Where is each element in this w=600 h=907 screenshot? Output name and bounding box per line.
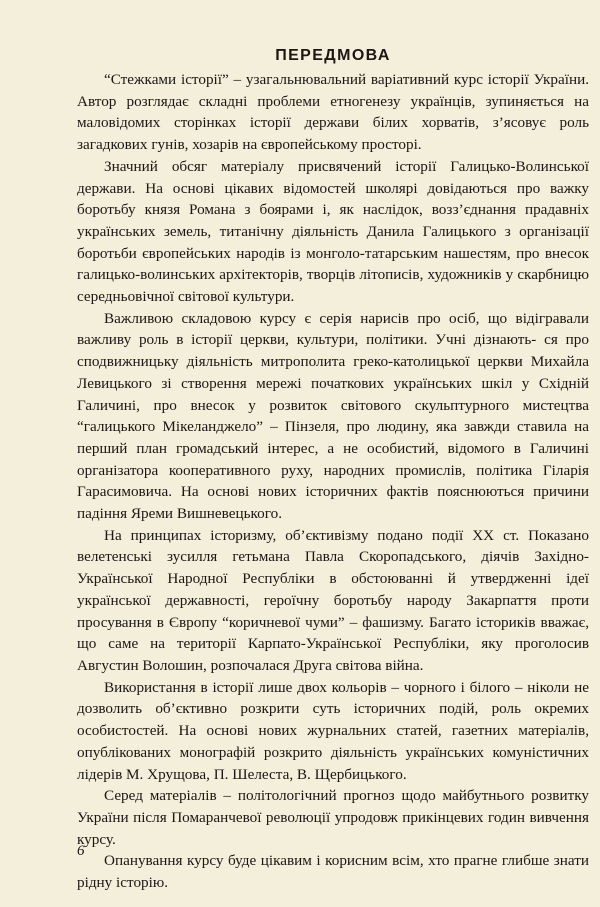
paragraph-5: Використання в історії лише двох кольорів – чорного і білого – ніколи не дозволить об’єктивно розкрити суть історичних подій, роль окремих особистостей. На основі нових журнальних статей, газетних матеріалів, опублікованих монографій розкрито діяльність українських комуністичних лідерів М. Хрущова, П. Шелеста, В. Щербицького. [77,678,589,783]
page-title: ПЕРЕДМОВА [275,47,391,64]
paragraph-1: “Стежками історії” – узагальнювальний варіативний курс історії України. Автор розглядає складні проблеми етногенезу українців, зупиняється на маловідомих сторінках історії держави білих хорватів, з’ясовує роль загадкових гунів, хозарів на європейському просторі. [77,71,589,154]
paragraph-2: Значний обсяг матеріалу присвячений історії Галицько-Волинської держави. На основі цікавих відомостей школярі довідаються про важку боротьбу князя Романа з боярами і, як наслідок, возз’єднання прадавніх українських земель, титанічну діяльність Данила Галицького з організації боротьби європейських народів із монголо-татарським нашестям, про внесок галицько-волинських архітекторів, творців літописів, художників у скарбницю середньовічної світової культури. [77,157,589,306]
paragraph-7: Опанування курсу буде цікавим і корисним всім, хто прагне глибше знати рідну історію. [77,852,589,892]
paragraph-3: Важливою складовою курсу є серія нарисів про осіб, що відігравали важливу роль в історії церкви, культури, політики. Учні дізнають- ся про сподвижницьку діяльність митрополита греко-католицької церкви Михайла Левицького зі створення мережі початкових українських шкіл у Східній Галичині, про внесок у розвиток світового скульптурного мистецтва “галицького Мікеланджело” – Пінзеля, про людину, яка завжди ставила на перший план громадський інтерес, а не особистий, відомого в Галичині організатора кооперативного руху, народних промислів, політика Гіларія Гарасимовича. На основі нових історичних фактів пояснюються причини падіння Яреми Вишневецького. [77,309,589,523]
page-text [77,45,589,894]
paragraph-4: На принципах історизму, об’єктивізму подано події XX ст. Показано велетенські зусилля гетьмана Павла Скоропадського, діячів Західно-Української Народної Республіки в обстоюванні й утвердженні ідеї української державності, героїчну боротьбу народу Закарпаття проти просування в Європу “коричневої чуми” – фашизму. Багато істориків вважає, що саме на території Карпато-Української Республіки, яку проголосив Августин Волошин, розпочалася Друга світова війна. [77,526,589,674]
page-number: 6 [77,843,85,859]
paragraph-6: Серед матеріалів – політологічний прогноз щодо майбутнього розвитку України після Помаранчевої революції упродовж прикінцевих годин вивчення курсу. [77,787,589,848]
